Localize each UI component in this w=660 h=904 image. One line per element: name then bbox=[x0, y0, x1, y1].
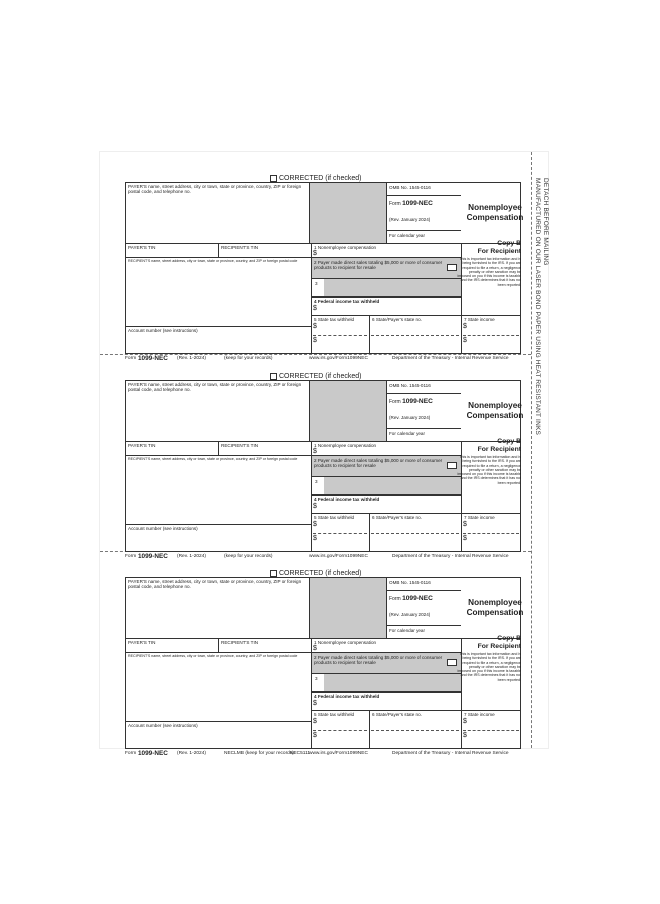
calendar-year-label: For calendar year bbox=[389, 628, 426, 633]
rule bbox=[311, 494, 461, 496]
box5-dollar: $ bbox=[313, 323, 317, 330]
box6-label: 6 State/Payer's state no. bbox=[372, 317, 422, 322]
footer-url: www.irs.gov/Form1099NEC bbox=[309, 751, 368, 756]
copy-label: Copy B bbox=[497, 240, 521, 247]
rule bbox=[125, 652, 461, 653]
form-1099-nec-3 bbox=[125, 570, 524, 757]
gray-shade-box3 bbox=[324, 278, 461, 296]
omb-number: OMB No. 1545-0116 bbox=[389, 383, 431, 388]
form-1099-nec-2 bbox=[125, 373, 524, 560]
gray-shade-box3 bbox=[324, 673, 461, 691]
copy-label: Copy B bbox=[497, 438, 521, 445]
form-name: 1099-NEC bbox=[402, 200, 433, 207]
rule bbox=[371, 335, 459, 336]
rule bbox=[386, 380, 387, 441]
for-recipient-label: For Recipient bbox=[477, 643, 521, 650]
box6-label: 6 State/Payer's state no. bbox=[372, 515, 422, 520]
recipient-notice: This is important tax information and is being furnished to the IRS. If you are required to file a return, a negligence penalty or other sanction may be imposed on you if this income is taxable and the IRS determines that it has not been reported. bbox=[457, 455, 521, 485]
rule bbox=[386, 182, 387, 243]
corrected-text: CORRECTED (if checked) bbox=[279, 175, 362, 182]
form-number bbox=[389, 596, 433, 602]
box4-label: 4 Federal income tax withheld bbox=[314, 299, 380, 304]
manufactured-text: MANUFACTURED ON OUR LASER BOND PAPER USING HEAT RESISTANT INKS bbox=[534, 178, 541, 436]
form-prefix: Form bbox=[389, 399, 401, 405]
box7-label: 7 State income bbox=[464, 712, 495, 717]
form-title: Nonemployee Compensation bbox=[466, 598, 524, 617]
box1-label: 1 Nonemployee compensation bbox=[314, 245, 377, 250]
footer-form-name: 1099-NEC bbox=[138, 553, 168, 560]
omb-number: OMB No. 1545-0116 bbox=[389, 185, 431, 190]
rule bbox=[311, 476, 461, 477]
box3-label: 3 bbox=[315, 281, 318, 286]
footer-department: Department of the Treasury - Internal Revenue Service bbox=[392, 751, 509, 756]
rule bbox=[386, 625, 461, 626]
rule bbox=[125, 257, 461, 258]
side-margin-text bbox=[531, 152, 555, 436]
box7-label: 7 State income bbox=[464, 515, 495, 520]
gray-shade-top bbox=[309, 183, 386, 243]
box6-label: 6 State/Payer's state no. bbox=[372, 712, 422, 717]
copy-b-label bbox=[461, 438, 521, 454]
rule bbox=[125, 326, 311, 327]
rule bbox=[386, 590, 461, 591]
box2-label: 2 Payer made direct sales totaling $5,000 or more of consumer products to recipient for resale bbox=[314, 458, 443, 469]
rule bbox=[369, 315, 370, 354]
recipient-name-label: RECIPIENT'S name, street address, city or town, state or province, country, and ZIP or foreign postal code bbox=[128, 259, 298, 263]
corrected-label[interactable] bbox=[270, 570, 361, 577]
box4-dollar: $ bbox=[313, 700, 317, 707]
rule bbox=[386, 428, 461, 429]
payer-name-label: PAYER'S name, street address, city or town, state or province, country, ZIP or foreign postal code, and telephone no. bbox=[128, 184, 302, 195]
payer-name-label: PAYER'S name, street address, city or town, state or province, country, ZIP or foreign postal code, and telephone no. bbox=[128, 382, 302, 393]
recipient-name-label: RECIPIENT'S name, street address, city or town, state or province, country, and ZIP or foreign postal code bbox=[128, 654, 298, 658]
box5-label: 5 State tax withheld bbox=[314, 317, 355, 322]
rule bbox=[311, 296, 461, 298]
box5-dollar: $ bbox=[313, 732, 317, 739]
payer-tin-label: PAYER'S TIN bbox=[128, 443, 156, 448]
rule bbox=[218, 243, 219, 257]
footer-department: Department of the Treasury - Internal Revenue Service bbox=[392, 356, 509, 361]
footer-keep: (keep for your records) bbox=[224, 356, 273, 361]
form-title: Nonemployee Compensation bbox=[466, 203, 524, 222]
rule bbox=[309, 182, 310, 243]
footer-revision: (Rev. 1-2024) bbox=[177, 554, 206, 559]
rule bbox=[313, 335, 367, 336]
rule bbox=[386, 230, 461, 231]
corrected-label[interactable] bbox=[270, 175, 361, 182]
rule bbox=[386, 577, 387, 638]
box1-dollar: $ bbox=[313, 645, 317, 652]
box5-label: 5 State tax withheld bbox=[314, 712, 355, 717]
rule bbox=[463, 533, 519, 534]
footer-keep: NECLMB (keep for your records) bbox=[224, 751, 294, 756]
rule bbox=[125, 455, 461, 456]
box4-label: 4 Federal income tax withheld bbox=[314, 694, 380, 699]
gray-shade-top bbox=[309, 578, 386, 638]
box3-label: 3 bbox=[315, 479, 318, 484]
footer-form-name: 1099-NEC bbox=[138, 750, 168, 757]
recipient-tin-label: RECIPIENT'S TIN bbox=[221, 245, 259, 250]
rule bbox=[311, 278, 461, 279]
form-number bbox=[389, 201, 433, 207]
rule bbox=[311, 673, 461, 674]
footer-revision: (Rev. 1-2024) bbox=[177, 751, 206, 756]
recipient-notice: This is important tax information and is being furnished to the IRS. If you are required to file a return, a negligence penalty or other sanction may be imposed on you if this income is taxable and the IRS determines that it has not been reported. bbox=[457, 257, 521, 287]
form-name: 1099-NEC bbox=[402, 398, 433, 405]
rule bbox=[369, 710, 370, 749]
box5-dollar: $ bbox=[313, 718, 317, 725]
box1-dollar: $ bbox=[313, 448, 317, 455]
gray-shade-top bbox=[309, 381, 386, 441]
for-recipient-label: For Recipient bbox=[477, 446, 521, 453]
copy-label: Copy B bbox=[497, 635, 521, 642]
box7-dollar: $ bbox=[463, 535, 467, 542]
footer-department: Department of the Treasury - Internal Revenue Service bbox=[392, 554, 509, 559]
box7-dollar: $ bbox=[463, 732, 467, 739]
footer-form: Form bbox=[125, 356, 137, 361]
form-number bbox=[389, 399, 433, 405]
box2-label: 2 Payer made direct sales totaling $5,000 or more of consumer products to recipient for resale bbox=[314, 655, 443, 666]
rule bbox=[309, 380, 310, 441]
rule bbox=[371, 730, 459, 731]
rule bbox=[386, 195, 461, 196]
rule bbox=[218, 638, 219, 652]
box4-dollar: $ bbox=[313, 305, 317, 312]
detach-text: DETACH BEFORE MAILING bbox=[542, 178, 549, 266]
box5-label: 5 State tax withheld bbox=[314, 515, 355, 520]
rule bbox=[386, 393, 461, 394]
recipient-name-label: RECIPIENT'S name, street address, city or town, state or province, country, and ZIP or foreign postal code bbox=[128, 457, 298, 461]
box7-dollar: $ bbox=[463, 323, 467, 330]
rule bbox=[311, 513, 521, 514]
payer-tin-label: PAYER'S TIN bbox=[128, 640, 156, 645]
corrected-label[interactable] bbox=[270, 373, 361, 380]
rule bbox=[313, 533, 367, 534]
gray-shade-box3 bbox=[324, 476, 461, 494]
rule bbox=[218, 441, 219, 455]
rule bbox=[311, 315, 521, 316]
account-number-label: Account number (see instructions) bbox=[128, 723, 198, 728]
box4-dollar: $ bbox=[313, 503, 317, 510]
revision-date: (Rev. January 2024) bbox=[389, 415, 431, 420]
rule bbox=[463, 730, 519, 731]
footer-form: Form bbox=[125, 751, 137, 756]
form-title: Nonemployee Compensation bbox=[466, 401, 524, 420]
footer-url: www.irs.gov/Form1099NEC bbox=[309, 356, 368, 361]
calendar-year-label: For calendar year bbox=[389, 431, 426, 436]
payer-name-label: PAYER'S name, street address, city or town, state or province, country, ZIP or foreign postal code, and telephone no. bbox=[128, 579, 302, 590]
revision-date: (Rev. January 2024) bbox=[389, 612, 431, 617]
copy-b-label bbox=[461, 635, 521, 651]
omb-number: OMB No. 1545-0116 bbox=[389, 580, 431, 585]
recipient-notice: This is important tax information and is being furnished to the IRS. If you are required to file a return, a negligence penalty or other sanction may be imposed on you if this income is taxable and the IRS determines that it has not been reported. bbox=[457, 652, 521, 682]
corrected-text: CORRECTED (if checked) bbox=[279, 570, 362, 577]
box1-dollar: $ bbox=[313, 250, 317, 257]
corrected-checkbox[interactable] bbox=[270, 570, 277, 577]
form-prefix: Form bbox=[389, 596, 401, 602]
rule bbox=[371, 533, 459, 534]
recipient-tin-label: RECIPIENT'S TIN bbox=[221, 443, 259, 448]
box1-label: 1 Nonemployee compensation bbox=[314, 640, 377, 645]
box7-dollar: $ bbox=[463, 718, 467, 725]
form-1099-nec-1 bbox=[125, 175, 524, 362]
footer-form: Form bbox=[125, 554, 137, 559]
recipient-tin-label: RECIPIENT'S TIN bbox=[221, 640, 259, 645]
box7-dollar: $ bbox=[463, 521, 467, 528]
form-prefix: Form bbox=[389, 201, 401, 207]
for-recipient-label: For Recipient bbox=[477, 248, 521, 255]
rule bbox=[311, 243, 312, 354]
footer-url: www.irs.gov/Form1099NEC bbox=[309, 554, 368, 559]
rule bbox=[311, 691, 461, 693]
rule bbox=[309, 577, 310, 638]
box5-dollar: $ bbox=[313, 337, 317, 344]
corrected-text: CORRECTED (if checked) bbox=[279, 373, 362, 380]
footer-code: NEC5111 bbox=[290, 751, 311, 756]
rule bbox=[313, 730, 367, 731]
rule bbox=[125, 721, 311, 722]
box7-label: 7 State income bbox=[464, 317, 495, 322]
box1-label: 1 Nonemployee compensation bbox=[314, 443, 377, 448]
footer-revision: (Rev. 1-2024) bbox=[177, 356, 206, 361]
revision-date: (Rev. January 2024) bbox=[389, 217, 431, 222]
corrected-checkbox[interactable] bbox=[270, 175, 277, 182]
rule bbox=[311, 441, 312, 552]
box3-label: 3 bbox=[315, 676, 318, 681]
corrected-checkbox[interactable] bbox=[270, 373, 277, 380]
copy-b-label bbox=[461, 240, 521, 256]
account-number-label: Account number (see instructions) bbox=[128, 328, 198, 333]
footer-keep: (keep for your records) bbox=[224, 554, 273, 559]
account-number-label: Account number (see instructions) bbox=[128, 526, 198, 531]
payer-tin-label: PAYER'S TIN bbox=[128, 245, 156, 250]
box5-dollar: $ bbox=[313, 535, 317, 542]
footer-form-name: 1099-NEC bbox=[138, 355, 168, 362]
calendar-year-label: For calendar year bbox=[389, 233, 426, 238]
box7-dollar: $ bbox=[463, 337, 467, 344]
box5-dollar: $ bbox=[313, 521, 317, 528]
rule bbox=[463, 335, 519, 336]
form-name: 1099-NEC bbox=[402, 595, 433, 602]
rule bbox=[311, 710, 521, 711]
rule bbox=[125, 524, 311, 525]
box2-label: 2 Payer made direct sales totaling $5,000 or more of consumer products to recipient for resale bbox=[314, 260, 443, 271]
rule bbox=[311, 638, 312, 749]
box4-label: 4 Federal income tax withheld bbox=[314, 497, 380, 502]
rule bbox=[369, 513, 370, 552]
